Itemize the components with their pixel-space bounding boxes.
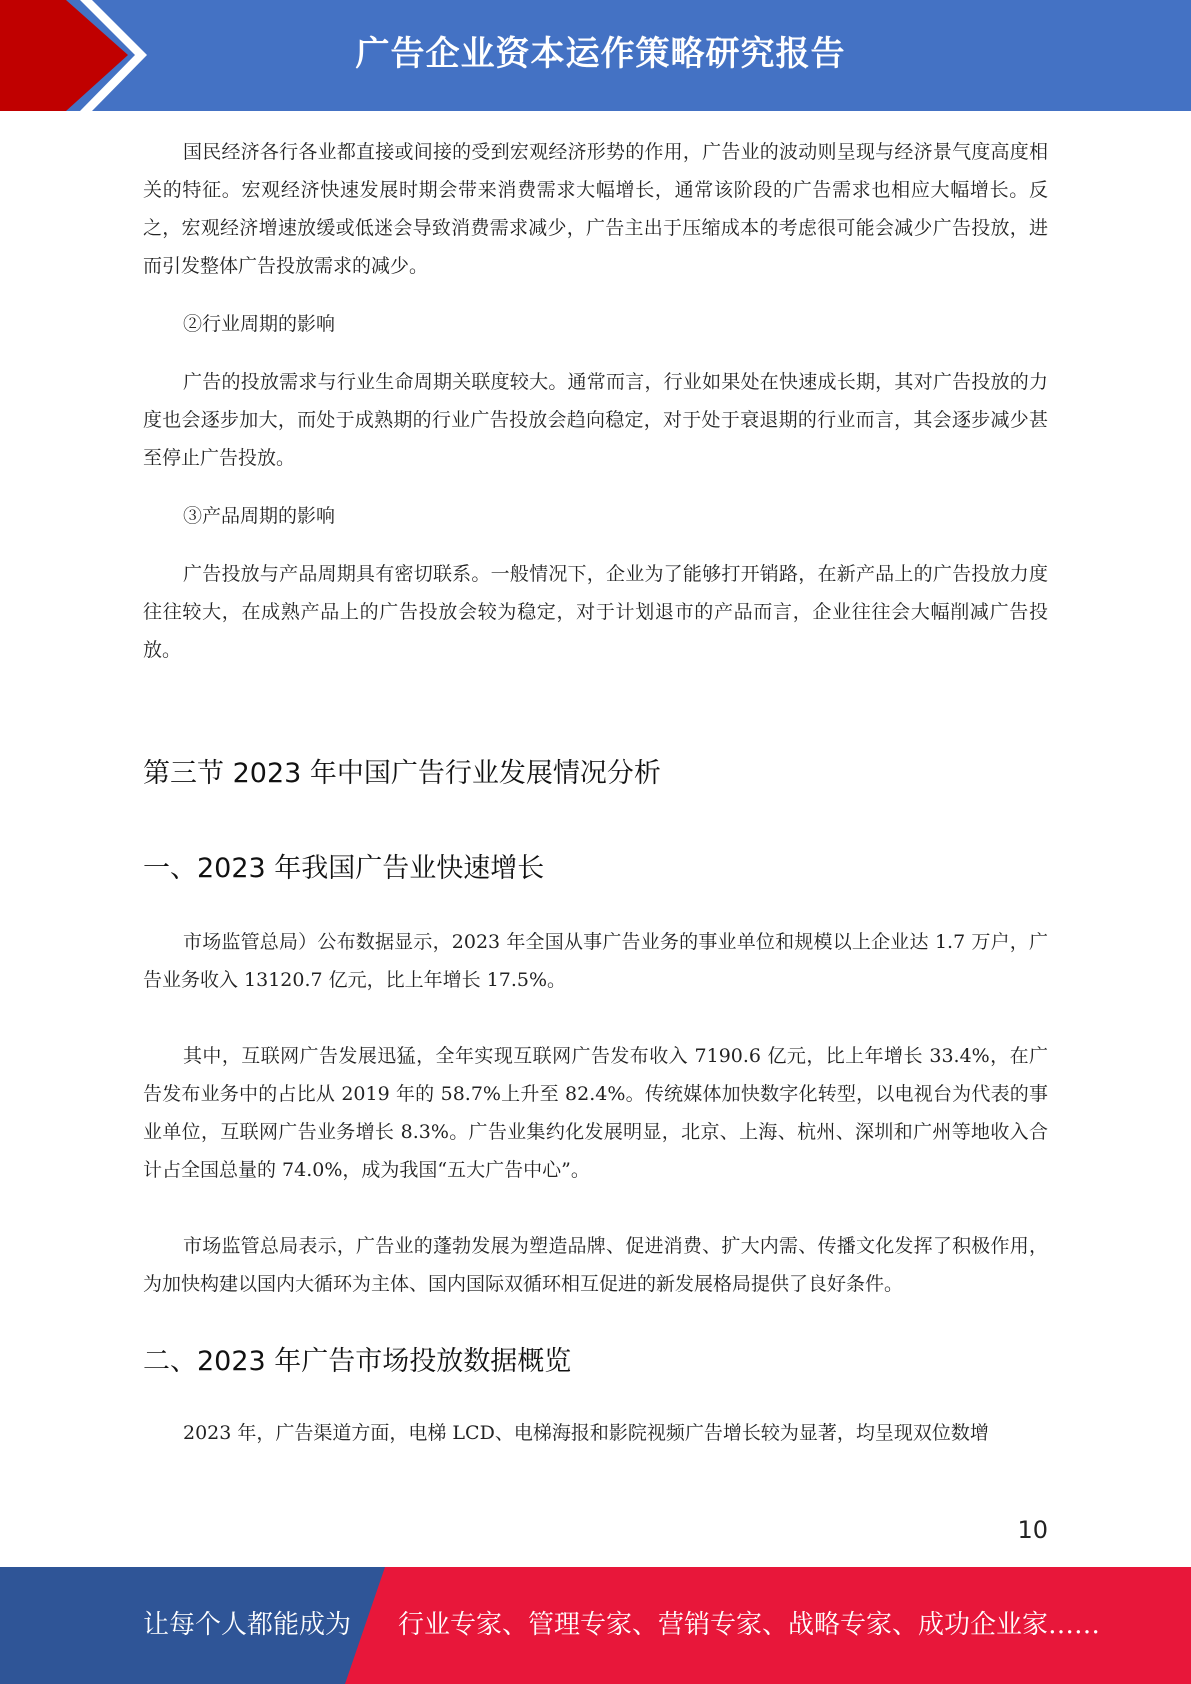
paragraph-channel-overview: 2023 年，广告渠道方面，电梯 LCD、电梯海报和影院视频广告增长较为显著，均呈现双位数增 <box>183 1422 989 1444</box>
heading-industry-cycle: ②行业周期的影响 <box>183 313 336 335</box>
subsection-title-growth: 一、2023 年我国广告业快速增长 <box>143 853 545 884</box>
subsection-title-overview: 二、2023 年广告市场投放数据概览 <box>143 1346 572 1377</box>
paragraph-product-cycle: 广告投放与产品周期具有密切联系。一般情况下，企业为了能够打开销路，在新产品上的广告投放力度往往较大，在成熟产品上的广告投放会较为稳定，对于计划退市的产品而言，企业往往会大幅削减广告投放。 <box>143 563 1048 661</box>
footer-slogan-right: 行业专家、管理专家、营销专家、战略专家、成功企业家…… <box>398 1610 1101 1640</box>
paragraph-macro-economy: 国民经济各行各业都直接或间接的受到宏观经济形势的作用，广告业的波动则呈现与经济景气度高度相关的特征。宏观经济快速发展时期会带来消费需求大幅增长，通常该阶段的广告需求也相应大幅增长。反之，宏观经济增速放缓或低迷会导致消费需求减少，广告主出于压缩成本的考虑很可能会减少广告投放，进而引发整体广告投放需求的减少。 <box>143 141 1048 277</box>
page-number: 10 <box>1017 1516 1048 1544</box>
page-footer <box>0 1567 1191 1684</box>
paragraph-internet-ads: 其中，互联网广告发展迅猛，全年实现互联网广告发布收入 7190.6 亿元，比上年增长 33.4%，在广告发布业务中的占比从 2019 年的 58.7%上升至 82.4%。传统媒体加快数字化转型，以电视台为代表的事业单位，互联网广告业务增长 8.3%。广告业集约化发展明显，北京、上海、杭州、深圳和广州等地收入合计占全国总量的 74.0%，成为我国“五大广告中心”。 <box>143 1045 1048 1181</box>
page-header <box>0 0 1191 111</box>
paragraph-regulator-statement: 市场监管总局表示，广告业的蓬勃发展为塑造品牌、促进消费、扩大内需、传播文化发挥了积极作用，为加快构建以国内大循环为主体、国内国际双循环相互促进的新发展格局提供了良好条件。 <box>143 1235 1048 1295</box>
main-content <box>143 133 1048 1452</box>
footer-slogan-left: 让每个人都能成为 <box>143 1610 352 1640</box>
report-title: 广告企业资本运作策略研究报告 <box>355 34 846 74</box>
paragraph-industry-cycle: 广告的投放需求与行业生命周期关联度较大。通常而言，行业如果处在快速成长期，其对广告投放的力度也会逐步加大，而处于成熟期的行业广告投放会趋向稳定，对于处于衰退期的行业而言，其会逐步减少甚至停止广告投放。 <box>143 371 1048 469</box>
paragraph-market-data: 市场监管总局）公布数据显示，2023 年全国从事广告业务的事业单位和规模以上企业达 1.7 万户，广告业务收入 13120.7 亿元，比上年增长 17.5%。 <box>143 931 1048 991</box>
heading-product-cycle: ③产品周期的影响 <box>183 505 336 527</box>
section-title: 第三节 2023 年中国广告行业发展情况分析 <box>143 758 661 789</box>
